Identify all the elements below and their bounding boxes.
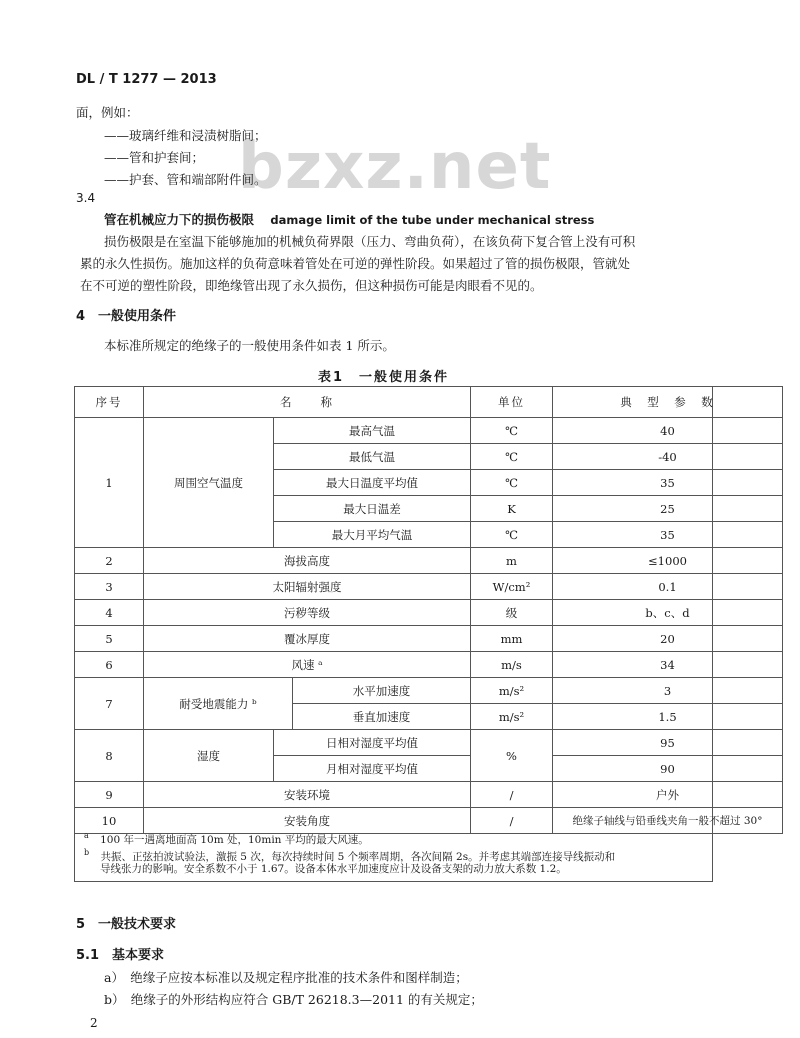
row-value: 绝缘子轴线与铅垂线夹角一般不超过 30° [553,808,783,834]
header-value: 典 型 参 数 [553,387,783,418]
row-value: 34 [553,652,783,678]
note-text: 共振、正弦拍波试验法，激振 5 次，每次持续时间 5 个频率周期，各次间隔 2s。并考虑其端部连接导线振动和 [100,850,616,863]
row-subname: 最大日温度平均值 [274,470,471,496]
row-subname: 垂直加速度 [293,704,471,730]
intro-line: ——管和护套间； [104,150,205,165]
row-no: 9 [75,782,144,808]
row-unit: W/cm² [471,574,553,600]
row-value: -40 [553,444,783,470]
row-value: 户外 [553,782,783,808]
note-text: 100 年一遇离地面高 10m 处，10min 平均的最大风速。 [100,833,369,846]
table-header-row [75,387,783,418]
row-unit: ℃ [471,444,553,470]
conditions-table [74,386,783,834]
row-name: 湿度 [144,730,274,782]
row-unit: m/s² [471,704,553,730]
table-title: 表1 一般使用条件 [318,370,450,385]
list-item: b） 绝缘子的外形结构应符合 GB/T 26218.3—2011 的有关规定； [104,992,483,1007]
row-no: 3 [75,574,144,600]
header-unit: 单位 [471,387,553,418]
row-unit: / [471,782,553,808]
row-value: 95 [553,730,783,756]
row-no: 8 [75,730,144,782]
row-unit: mm [471,626,553,652]
header-name: 名 称 [144,387,471,418]
intro-line: ——护套、管和端部附件间。 [104,172,267,187]
row-value: 40 [553,418,783,444]
section-4-text: 本标准所规定的绝缘子的一般使用条件如表 1 所示。 [104,338,395,353]
intro-line: ——玻璃纤维和浸渍树脂间； [104,128,267,143]
section-5-1-heading: 5.1 基本要求 [76,948,165,963]
row-value: 90 [553,756,783,782]
table-row [75,782,783,808]
row-value: 1.5 [553,704,783,730]
row-value: 3 [553,678,783,704]
row-value: 0.1 [553,574,783,600]
row-name: 海拔高度 [144,548,471,574]
row-value: 35 [553,470,783,496]
table-row [75,652,783,678]
row-name: 太阳辐射强度 [144,574,471,600]
definition-line: 损伤极限是在室温下能够施加的机械负荷界限（压力、弯曲负荷），在该负荷下复合管上没有可积 [104,234,636,249]
row-subname: 最高气温 [274,418,471,444]
table-row [75,678,783,704]
row-no: 7 [75,678,144,730]
row-subname: 日相对湿度平均值 [274,730,471,756]
table-row [75,626,783,652]
row-name: 风速 ᵃ [144,652,471,678]
row-unit: ℃ [471,470,553,496]
row-no: 10 [75,808,144,834]
row-subname: 最低气温 [274,444,471,470]
row-name: 安装环境 [144,782,471,808]
row-no: 4 [75,600,144,626]
row-unit: ℃ [471,418,553,444]
note-mark: b [84,848,90,857]
row-no: 1 [75,418,144,548]
note-text: 导线张力的影响。安全系数不小于 1.67。设备本体水平加速度应计及设备支架的动力放大系数 1.2。 [100,863,567,875]
row-unit: 级 [471,600,553,626]
list-item: a） 绝缘子应按本标准以及规定程序批准的技术条件和图样制造； [104,970,468,985]
row-unit: K [471,496,553,522]
row-subname: 最大月平均气温 [274,522,471,548]
table-note-b-cont [100,861,567,877]
term-cn: 管在机械应力下的损伤极限 [104,212,255,227]
row-name: 覆冰厚度 [144,626,471,652]
table-row [75,418,783,444]
row-subname: 水平加速度 [293,678,471,704]
row-value: 20 [553,626,783,652]
table-row [75,574,783,600]
document-code: DL / T 1277 — 2013 [76,72,217,87]
row-name: 周围空气温度 [144,418,274,548]
intro-line: 面，例如： [76,105,139,120]
row-unit: m [471,548,553,574]
row-value: b、c、d [553,600,783,626]
watermark: bzxz.net [238,130,552,204]
row-subname: 最大日温差 [274,496,471,522]
row-value: ≤1000 [553,548,783,574]
row-unit: m/s² [471,678,553,704]
row-name: 污秽等级 [144,600,471,626]
row-unit: % [471,730,553,782]
row-subname: 月相对湿度平均值 [274,756,471,782]
row-value: 35 [553,522,783,548]
row-unit: m/s [471,652,553,678]
row-no: 5 [75,626,144,652]
row-no: 2 [75,548,144,574]
row-unit: ℃ [471,522,553,548]
row-unit: / [471,808,553,834]
table-row [75,730,783,756]
term-en: damage limit of the tube under mechanical stress [270,213,595,227]
row-name: 耐受地震能力 ᵇ [144,678,293,730]
row-name: 安装角度 [144,808,471,834]
note-mark: a [84,831,89,840]
table-row [75,600,783,626]
row-no: 6 [75,652,144,678]
row-value: 25 [553,496,783,522]
definition-line: 在不可逆的塑性阶段，即绝缘管出现了永久损伤，但这种损伤可能是肉眼看不见的。 [80,278,543,293]
page-number: 2 [90,1016,98,1030]
header-no: 序号 [75,387,144,418]
section-5-heading: 5 一般技术要求 [76,917,177,932]
definition-line: 累的永久性损伤。施加这样的负荷意味着管处在可逆的弹性阶段。如果超过了管的损伤极限，管就处 [80,256,631,271]
section-4-heading: 4 一般使用条件 [76,309,177,324]
term-title [104,210,594,228]
section-number: 3.4 [76,191,96,205]
table-row [75,548,783,574]
